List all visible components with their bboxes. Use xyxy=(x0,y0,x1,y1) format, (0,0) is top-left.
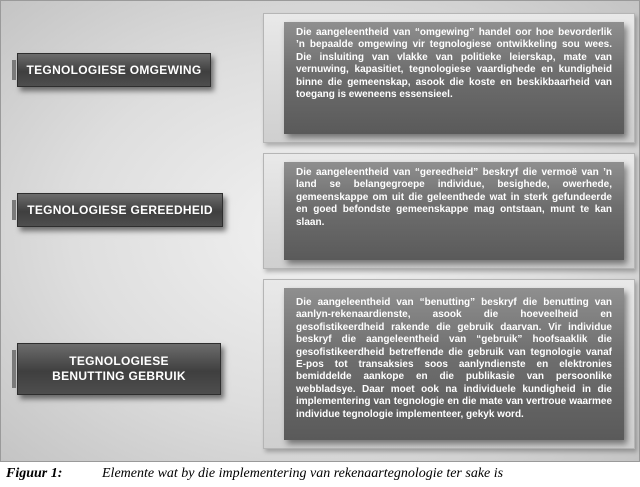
label-tegnologiese-benutting-gebruik xyxy=(17,343,221,395)
figure-caption-text: Elemente wat by die implementering van rekenaartegnologie ter sake is xyxy=(102,466,504,481)
label-text-line2: BENUTTING GEBRUIK xyxy=(52,369,186,383)
figure-number: Figuur 1: xyxy=(6,466,63,481)
label-text: TEGNOLOGIESE OMGEWING xyxy=(26,63,202,77)
description-panel xyxy=(263,13,635,143)
label-accent-strip xyxy=(12,60,16,80)
label-tegnologiese-omgewing xyxy=(17,53,211,87)
label-tegnologiese-gereedheid xyxy=(17,193,223,227)
figure-caption xyxy=(0,466,640,484)
label-text: TEGNOLOGIESE GEREEDHEID xyxy=(27,203,213,217)
label-accent-strip xyxy=(12,350,16,388)
description-panel xyxy=(263,153,635,269)
description-text: Die aangeleentheid van “gereedheid” beskryf die vermoë van ’n land se belangegroepe individue, besighede, owerhede, gemeenskappe om uit die geleenthede wat in sterk gefundeerde en goed befondste gemeenskappe mag ontstaan, munt te kan slaan. xyxy=(284,162,624,260)
description-text: Die aangeleentheid van “omgewing” handel oor hoe bevorderlik ’n bepaalde omgewing vir tegnologiese ontwikkeling sou wees. Die insluiting van vlakke van politieke leierskap, mate van vernuwing, kapasitiet, tegnologiese vaardighede en kundigheid binne die gemeenskap, asook die koste en beskikbaarheid van toegang is eweneens essensieel. xyxy=(284,22,624,134)
description-text: Die aangeleentheid van “benutting” beskryf die benutting van aanlyn-rekenaardienste, asook die hoeveelheid en gesofistikeerdheid rakende die gebruik daarvan. Vir individue beskryf die aangeleentheid van “gebruik” hoofsaaklik die gesofistikeerdheid betreffende die gebruik van tegnologie vanaf E-pos tot transaksies soos aanlyndienste en elektronies bemiddelde aankope en die publikasie van persoonlike webbladsye. Daar moet ook na individuele kundigheid in die implementering van tegnologie en die mate van vertroue waarmee individue tegnologie implementeer, gekyk word. xyxy=(284,288,624,440)
label-text-line1: TEGNOLOGIESE xyxy=(69,354,169,368)
description-panel xyxy=(263,279,635,449)
label-accent-strip xyxy=(12,200,16,220)
